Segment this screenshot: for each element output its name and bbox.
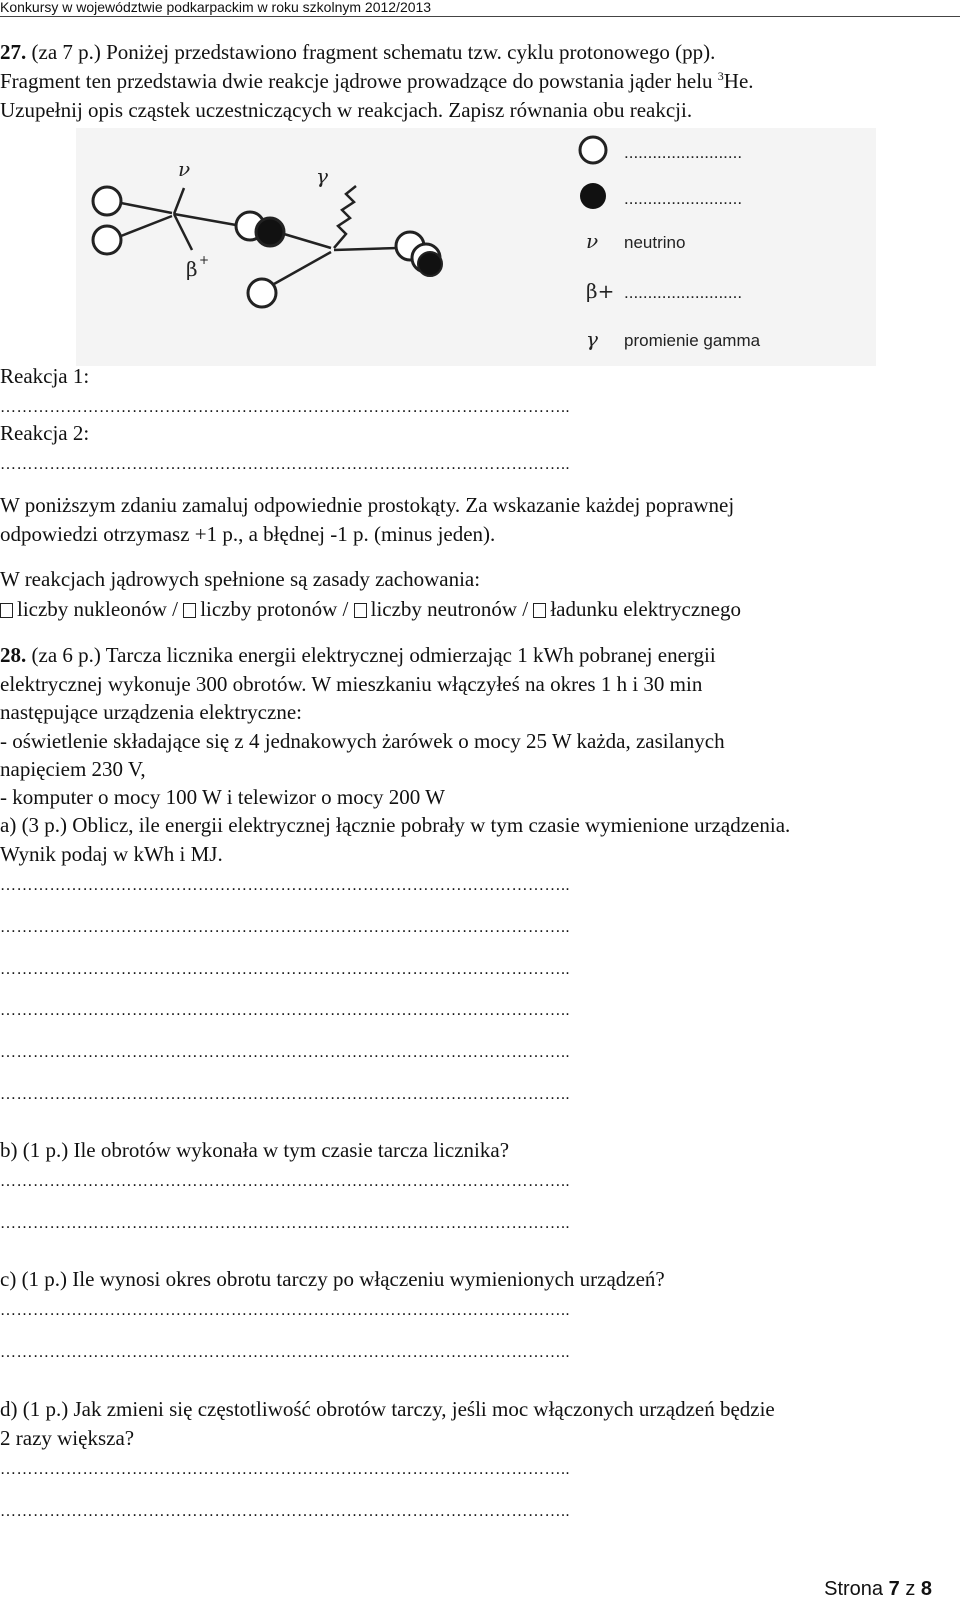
conservation-instruction-1: W poniższym zdaniu zamaluj odpowiednie prostokąty. Za wskazanie każdej poprawnej [0,493,735,517]
page-current: 7 [888,1578,900,1600]
legend-neutron-icon [580,183,606,209]
q28-number: 28. [0,643,27,667]
q28a-answer-line[interactable]: ………………………………………………………………………………………….. [0,877,570,894]
reaction-arrow [284,234,331,248]
positron-arrow [174,214,192,250]
q28b-answer-line[interactable]: ………………………………………………………………………………………….. [0,1215,570,1232]
q28a-answer-line[interactable]: ………………………………………………………………………………………….. [0,961,570,978]
q28-line-5: napięciem 230 V, [0,757,146,781]
q27-line-3: Uzupełnij opis cząstek uczestniczących w reakcjach. Zapisz równania obu reakcji. [0,98,693,122]
q28a-question-2: Wynik podaj w kWh i MJ. [0,842,223,866]
neutron-particle [418,252,442,276]
conservation-sentence: W reakcjach jądrowych spełnione są zasady zachowania: [0,567,481,591]
reaction-arrow [174,214,236,225]
q28d-question-2: 2 razy większa? [0,1426,135,1450]
legend-positron-label: ......................... [624,283,743,302]
reaction-arrow [121,203,172,213]
q28a-answer-line[interactable]: ………………………………………………………………………………………….. [0,919,570,936]
q27-number: 27. [0,40,27,64]
proton-cycle-figure [76,128,876,366]
legend-neutrino-symbol: ν [586,229,599,253]
reaction-arrow [274,252,331,284]
reaction-arrow [334,248,398,250]
q28-intro: (za 6 p.) Tarcza licznika energii elektrycznej odmierzając 1 kWh pobranej energii [31,643,716,667]
q28-line-6: - komputer o mocy 100 W i telewizor o mocy 200 W [0,785,445,809]
q27-line-2 [0,69,938,93]
reaction-1-label: Reakcja 1: [0,364,90,388]
q28-line-4: - oświetlenie składające się z 4 jednakowych żarówek o mocy 25 W każda, zasilanych [0,729,725,753]
protons-option-label: liczby protonów / [200,597,349,621]
page-separator: z [905,1578,916,1600]
legend-neutron-label: ......................... [624,189,743,208]
proton-cycle-diagram [76,128,876,366]
neutrons-checkbox[interactable] [354,603,367,618]
beta-symbol: β [186,257,198,281]
q28-line-3: następujące urządzenia elektryczne: [0,700,302,724]
q28a-answer-line[interactable]: ………………………………………………………………………………………….. [0,1086,570,1103]
gamma-symbol: γ [316,164,328,188]
legend-gamma-label: promienie gamma [624,331,761,350]
q28a-answer-line[interactable]: ………………………………………………………………………………………….. [0,1002,570,1019]
neutrino-symbol: ν [178,157,191,181]
q27-intro: (za 7 p.) Poniżej przedstawiono fragment schematu tzw. cyklu protonowego (pp). [31,40,716,64]
q28-line-2: elektrycznej wykonuje 300 obrotów. W mieszkaniu włączyłeś na okres 1 h i 30 min [0,672,703,696]
reaction-2-label: Reakcja 2: [0,421,90,445]
nucleons-option-label: liczby nukleonów / [17,597,178,621]
gamma-wave [334,186,356,248]
reaction-1-answer-line[interactable]: ………………………………………………………………………………………….. [0,399,570,416]
legend-positron-symbol: β+ [586,279,615,303]
q28c-answer-line[interactable]: ………………………………………………………………………………………….. [0,1302,570,1319]
charge-checkbox[interactable] [533,603,546,618]
q28a-answer-line[interactable]: ………………………………………………………………………………………….. [0,1044,570,1061]
neutrino-arrow [174,188,184,214]
legend-neutrino-label: neutrino [624,233,686,252]
page-total: 8 [920,1578,932,1600]
conservation-instruction-2: odpowiedzi otrzymasz +1 p., a błędnej -1 p. (minus jeden). [0,522,496,546]
q27-line-1 [0,40,938,64]
neutron-particle [256,218,284,246]
reaction-arrow [121,216,172,236]
nucleons-checkbox[interactable] [0,603,13,618]
header-title: Konkursy w województwie podkarpackim w roku szkolnym 2012/2013 [0,0,432,15]
charge-option-label: ładunku elektrycznego [550,597,741,621]
q28d-question-1: d) (1 p.) Jak zmieni się częstotliwość obrotów tarczy, jeśli moc włączonych urządzeń będzie [0,1397,775,1421]
conservation-options [0,597,741,621]
q28-line-1 [0,643,938,667]
proton-particle [248,279,276,307]
q28d-answer-line[interactable]: ………………………………………………………………………………………….. [0,1461,570,1478]
q28a-question-1: a) (3 p.) Oblicz, ile energii elektrycznej łącznie pobrały w tym czasie wymienione urządzenia. [0,813,791,837]
q28d-answer-line[interactable]: ………………………………………………………………………………………….. [0,1503,570,1520]
page-number [824,1577,932,1601]
proton-particle [93,226,121,254]
legend-proton-label: ......................... [624,143,743,162]
q27-helium: He. [723,69,754,93]
page-header [0,0,960,17]
legend-gamma-symbol: γ [586,327,598,351]
proton-particle [93,187,121,215]
q27-line2-text: Fragment ten przedstawia dwie reakcje jądrowe prowadzące do powstania jąder helu [0,69,713,93]
q28c-question: c) (1 p.) Ile wynosi okres obrotu tarczy po włączeniu wymienionych urządzeń? [0,1267,665,1291]
reaction-2-answer-line[interactable]: ………………………………………………………………………………………….. [0,456,570,473]
beta-charge: + [199,253,210,267]
page-prefix: Strona [824,1578,884,1600]
protons-checkbox[interactable] [183,603,196,618]
q28b-answer-line[interactable]: ………………………………………………………………………………………….. [0,1173,570,1190]
legend-proton-icon [580,137,606,163]
q28b-question: b) (1 p.) Ile obrotów wykonała w tym czasie tarcza licznika? [0,1138,510,1162]
neutrons-option-label: liczby neutronów / [370,597,529,621]
q27-helium-mass: 3 [717,69,724,83]
q28c-answer-line[interactable]: ………………………………………………………………………………………….. [0,1344,570,1361]
